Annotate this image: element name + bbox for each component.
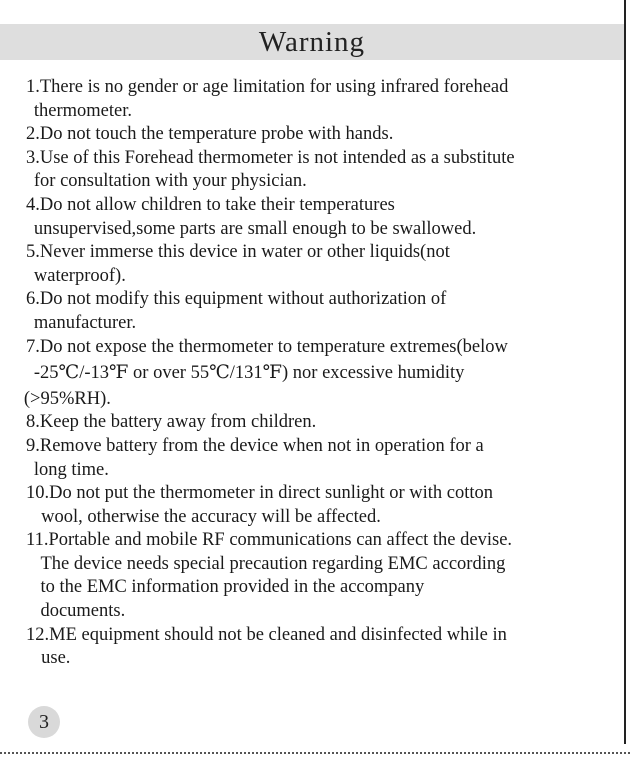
page-number: 3 — [39, 710, 49, 733]
item-text-line: Do not modify this equipment without authorization of — [39, 289, 447, 310]
item-number: 9. — [26, 435, 40, 456]
item-number: 12. — [26, 624, 50, 645]
item-number: 11. — [26, 530, 49, 551]
item-text-line: Do not touch the temperature probe with hands. — [39, 124, 394, 145]
title-bar — [0, 24, 624, 60]
warning-list — [23, 76, 616, 671]
item-text-line: (>95%RH). — [23, 388, 111, 409]
item-text-line: manufacturer. — [33, 312, 137, 333]
item-text-line: Keep the battery away from children. — [39, 412, 317, 433]
warning-item-2 — [26, 123, 616, 147]
warning-item-10 — [26, 482, 616, 529]
item-text-line: Remove battery from the device when not in operation for a — [39, 435, 484, 456]
warning-item-6 — [26, 288, 616, 335]
item-number: 6. — [26, 289, 40, 310]
bottom-dotted-rule — [0, 752, 630, 754]
warning-item-5 — [26, 241, 616, 288]
item-text-line: long time. — [33, 459, 109, 480]
warning-item-11 — [26, 529, 616, 623]
warning-item-8 — [26, 411, 616, 435]
warning-item-3 — [26, 147, 616, 194]
right-border-rule — [624, 0, 626, 744]
item-number: 3. — [26, 147, 40, 168]
item-text-line: Portable and mobile RF communications can affect the devise. — [48, 530, 513, 551]
item-number: 4. — [26, 194, 40, 215]
item-number: 5. — [26, 242, 40, 263]
item-text-line: There is no gender or age limitation for using infrared forehead — [39, 77, 509, 97]
item-text-line: Never immerse this device in water or other liquids(not — [39, 242, 450, 263]
item-text-line: to the EMC information provided in the accompany — [40, 577, 425, 598]
item-number: 7. — [26, 336, 40, 357]
item-text-line: Use of this Forehead thermometer is not intended as a substitute — [39, 147, 515, 168]
item-text-line: -25℃/-13℉ or over 55℃/131℉) nor excessive humidity — [33, 363, 465, 384]
item-text-line: Do not allow children to take their temperatures — [39, 194, 395, 215]
item-text-line: wool, otherwise the accuracy will be affected. — [41, 506, 381, 527]
item-number: 8. — [26, 412, 40, 433]
item-number: 2. — [26, 124, 40, 145]
item-number: 1. — [26, 77, 40, 97]
item-text-line: ME equipment should not be cleaned and disinfected while in — [49, 624, 507, 645]
item-text-line: Do not expose the thermometer to temperature extremes(below — [39, 336, 508, 357]
item-text-line: waterproof). — [33, 265, 126, 286]
warning-item-12 — [26, 624, 616, 671]
item-text-line: for consultation with your physician. — [33, 171, 307, 192]
item-text-line: Do not put the thermometer in direct sunlight or with cotton — [49, 483, 494, 504]
page-number-badge — [28, 706, 60, 738]
warning-item-1 — [26, 76, 616, 123]
warning-item-4 — [26, 194, 616, 241]
item-text-line: The device needs special precaution regarding EMC according — [40, 553, 506, 574]
item-text-line: documents. — [40, 601, 126, 622]
item-text-line: unsupervised,some parts are small enough to be swallowed. — [33, 218, 477, 239]
warning-item-7 — [23, 336, 616, 412]
page-title: Warning — [258, 26, 366, 58]
item-number: 10. — [26, 483, 50, 504]
item-text-line: thermometer. — [33, 100, 132, 121]
item-text-line: use. — [41, 648, 71, 669]
warning-item-9 — [26, 435, 616, 482]
